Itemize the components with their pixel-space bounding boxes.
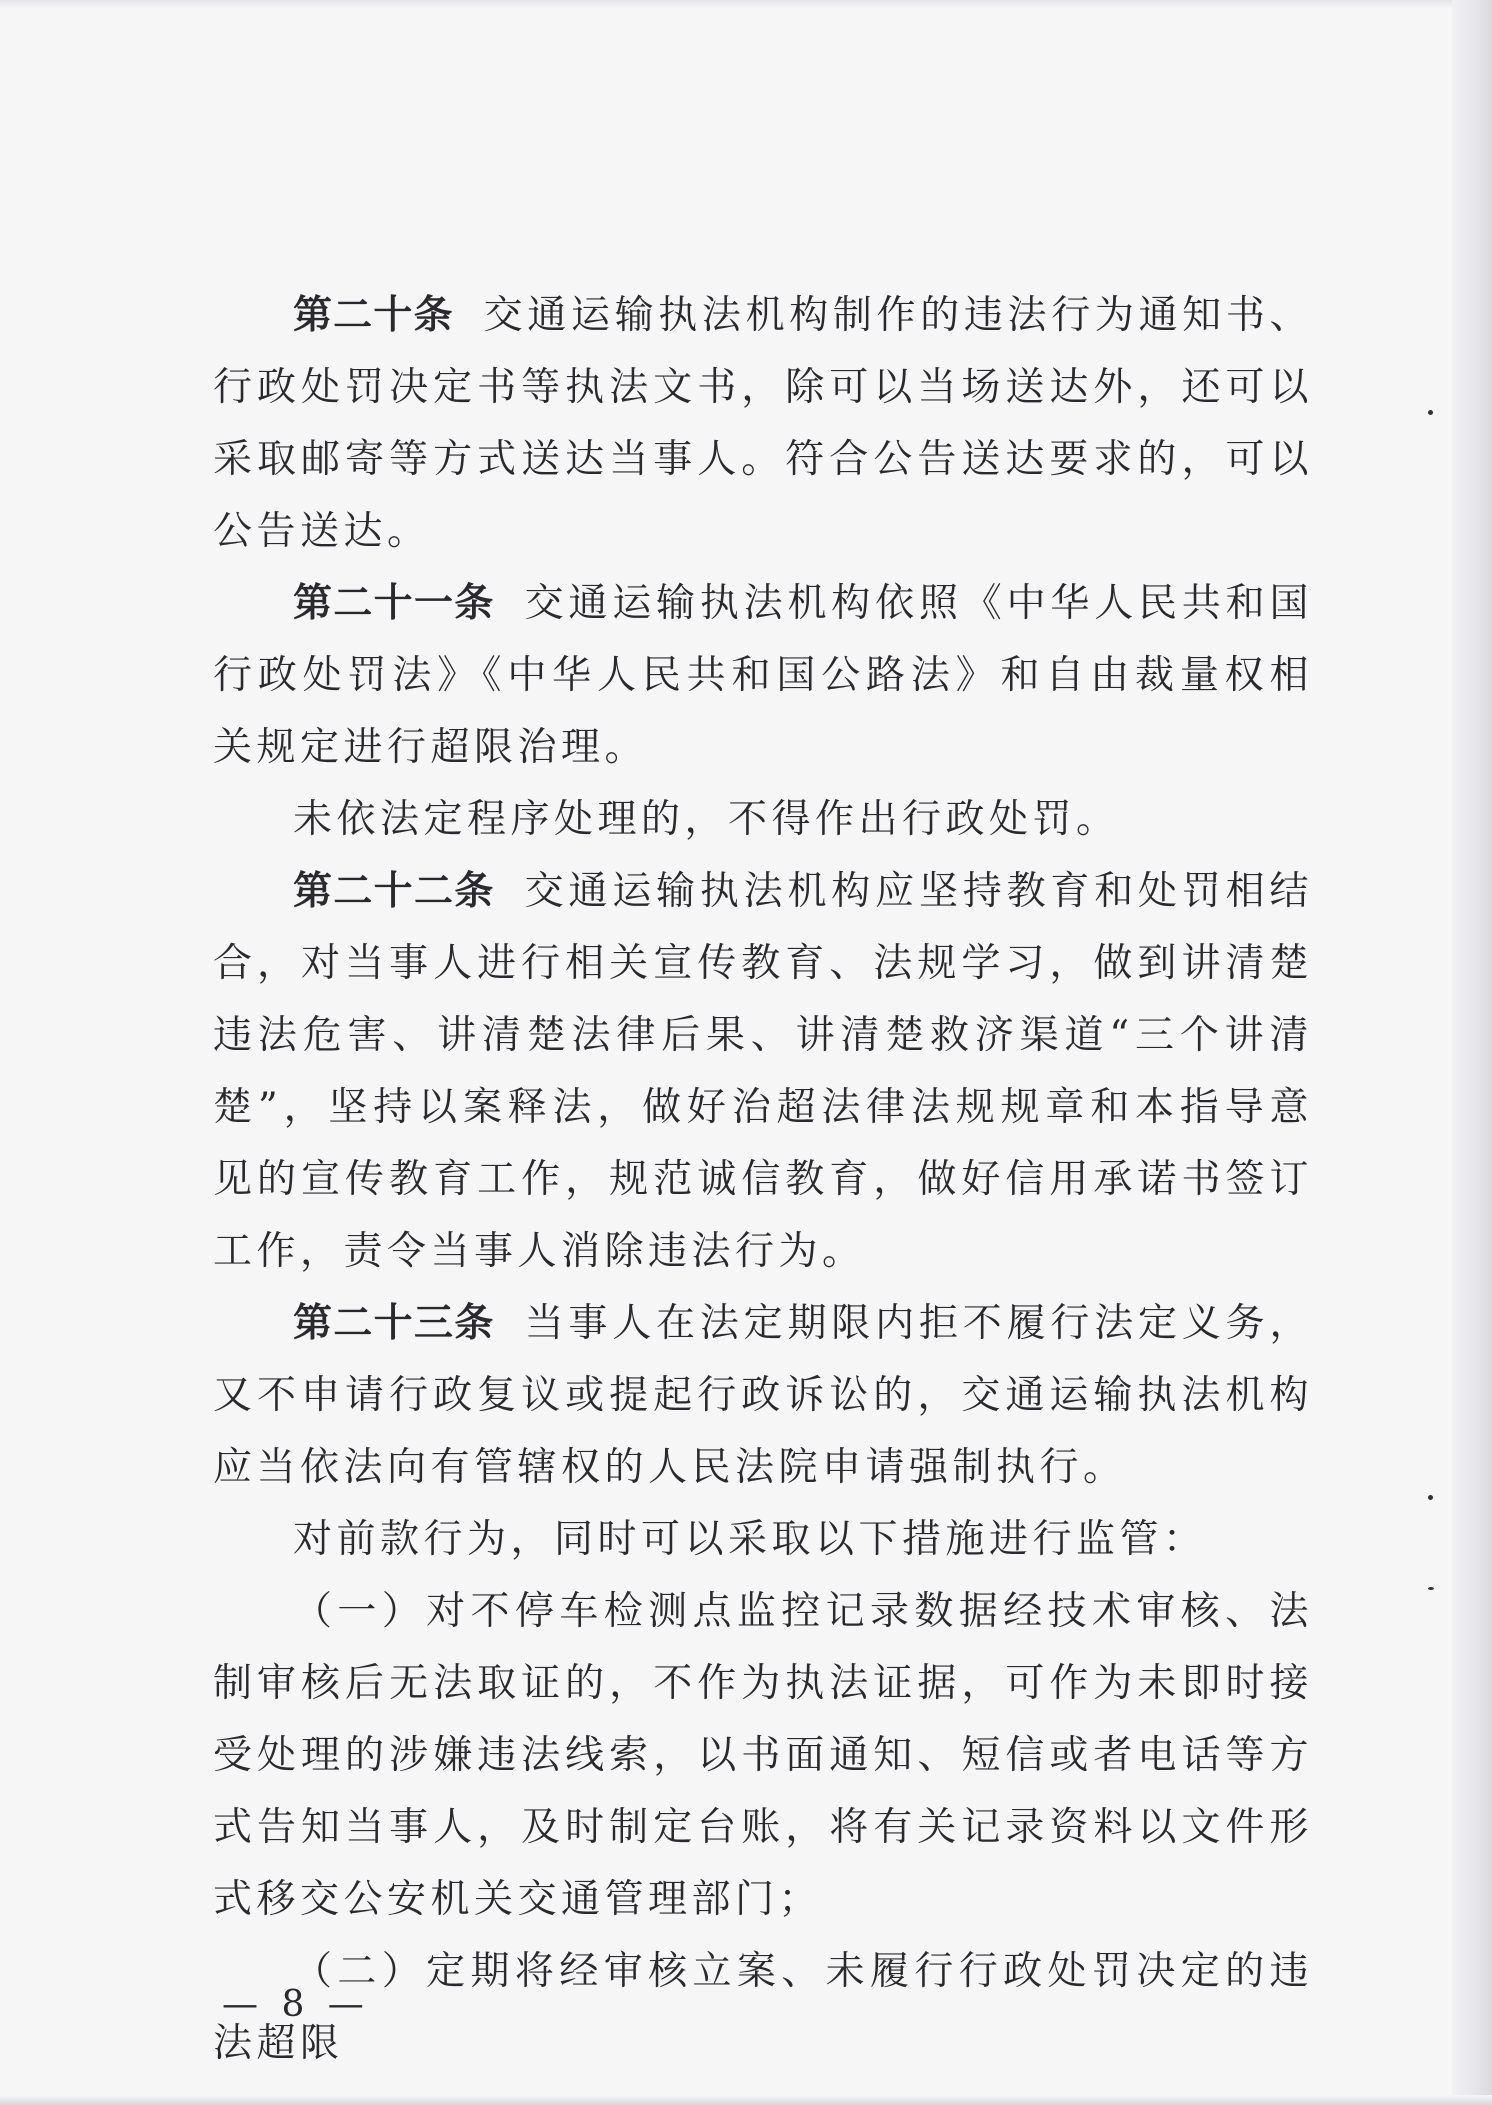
body-paragraph [213, 784, 1313, 856]
scan-speck [1428, 1495, 1433, 1500]
article-number: 第二十一条 [293, 581, 495, 626]
paragraph-text: 未依法定程序处理的，不得作出行政处罚。 [293, 797, 1120, 842]
article-paragraph [213, 568, 1313, 784]
article-paragraph [213, 280, 1313, 568]
article-text: 交通运输执法机构依照《中华人民共和国行政处罚法》《中华人民共和国公路法》和自由裁量权相关规定进行超限治理。 [213, 581, 1313, 770]
article-number: 第二十条 [293, 293, 454, 338]
body-paragraph [213, 1504, 1313, 1576]
article-paragraph [213, 1288, 1313, 1504]
article-number: 第二十二条 [293, 869, 495, 914]
scan-edge-top [0, 0, 1492, 8]
article-text: 当事人在法定期限内拒不履行法定义务，又不申请行政复议或提起行政诉讼的，交通运输执法机构应当依法向有管辖权的人民法院申请强制执行。 [213, 1301, 1313, 1490]
scan-edge-bottom [0, 2095, 1492, 2105]
document-body [213, 280, 1313, 2080]
list-item-paragraph [213, 1936, 1313, 2080]
article-text: 交通运输执法机构应坚持教育和处罚相结合，对当事人进行相关宣传教育、法规学习，做到讲清楚违法危害、讲清楚法律后果、讲清楚救济渠道“三个讲清楚”，坚持以案释法，做好治超法律法规规章和本指导意见的宣传教育工作，规范诚信教育，做好信用承诺书签订工作，责令当事人消除违法行为。 [213, 869, 1313, 1274]
paragraph-text: （一）对不停车检测点监控记录数据经技术审核、法制审核后无法取证的，不作为执法证据，可作为未即时接受处理的涉嫌违法线索，以书面通知、短信或者电话等方式告知当事人，及时制定台账，将有关记录资料以文件形式移交公安机关交通管理部门； [213, 1589, 1313, 1922]
scan-speck [1428, 410, 1433, 415]
paragraph-text: 对前款行为，同时可以采取以下措施进行监管： [293, 1517, 1207, 1562]
paragraph-text: （二）定期将经审核立案、未履行行政处罚决定的违法超限 [213, 1949, 1313, 2066]
article-paragraph [213, 856, 1313, 1288]
scan-speck [1428, 1587, 1434, 1590]
list-item-paragraph [213, 1576, 1313, 1936]
article-number: 第二十三条 [293, 1301, 495, 1346]
article-text: 交通运输执法机构制作的违法行为通知书、行政处罚决定书等执法文书，除可以当场送达外，还可以采取邮寄等方式送达当事人。符合公告送达要求的，可以公告送达。 [213, 293, 1313, 554]
scan-edge-right [1452, 0, 1492, 2105]
page-number: — 8 — [222, 1984, 370, 2025]
